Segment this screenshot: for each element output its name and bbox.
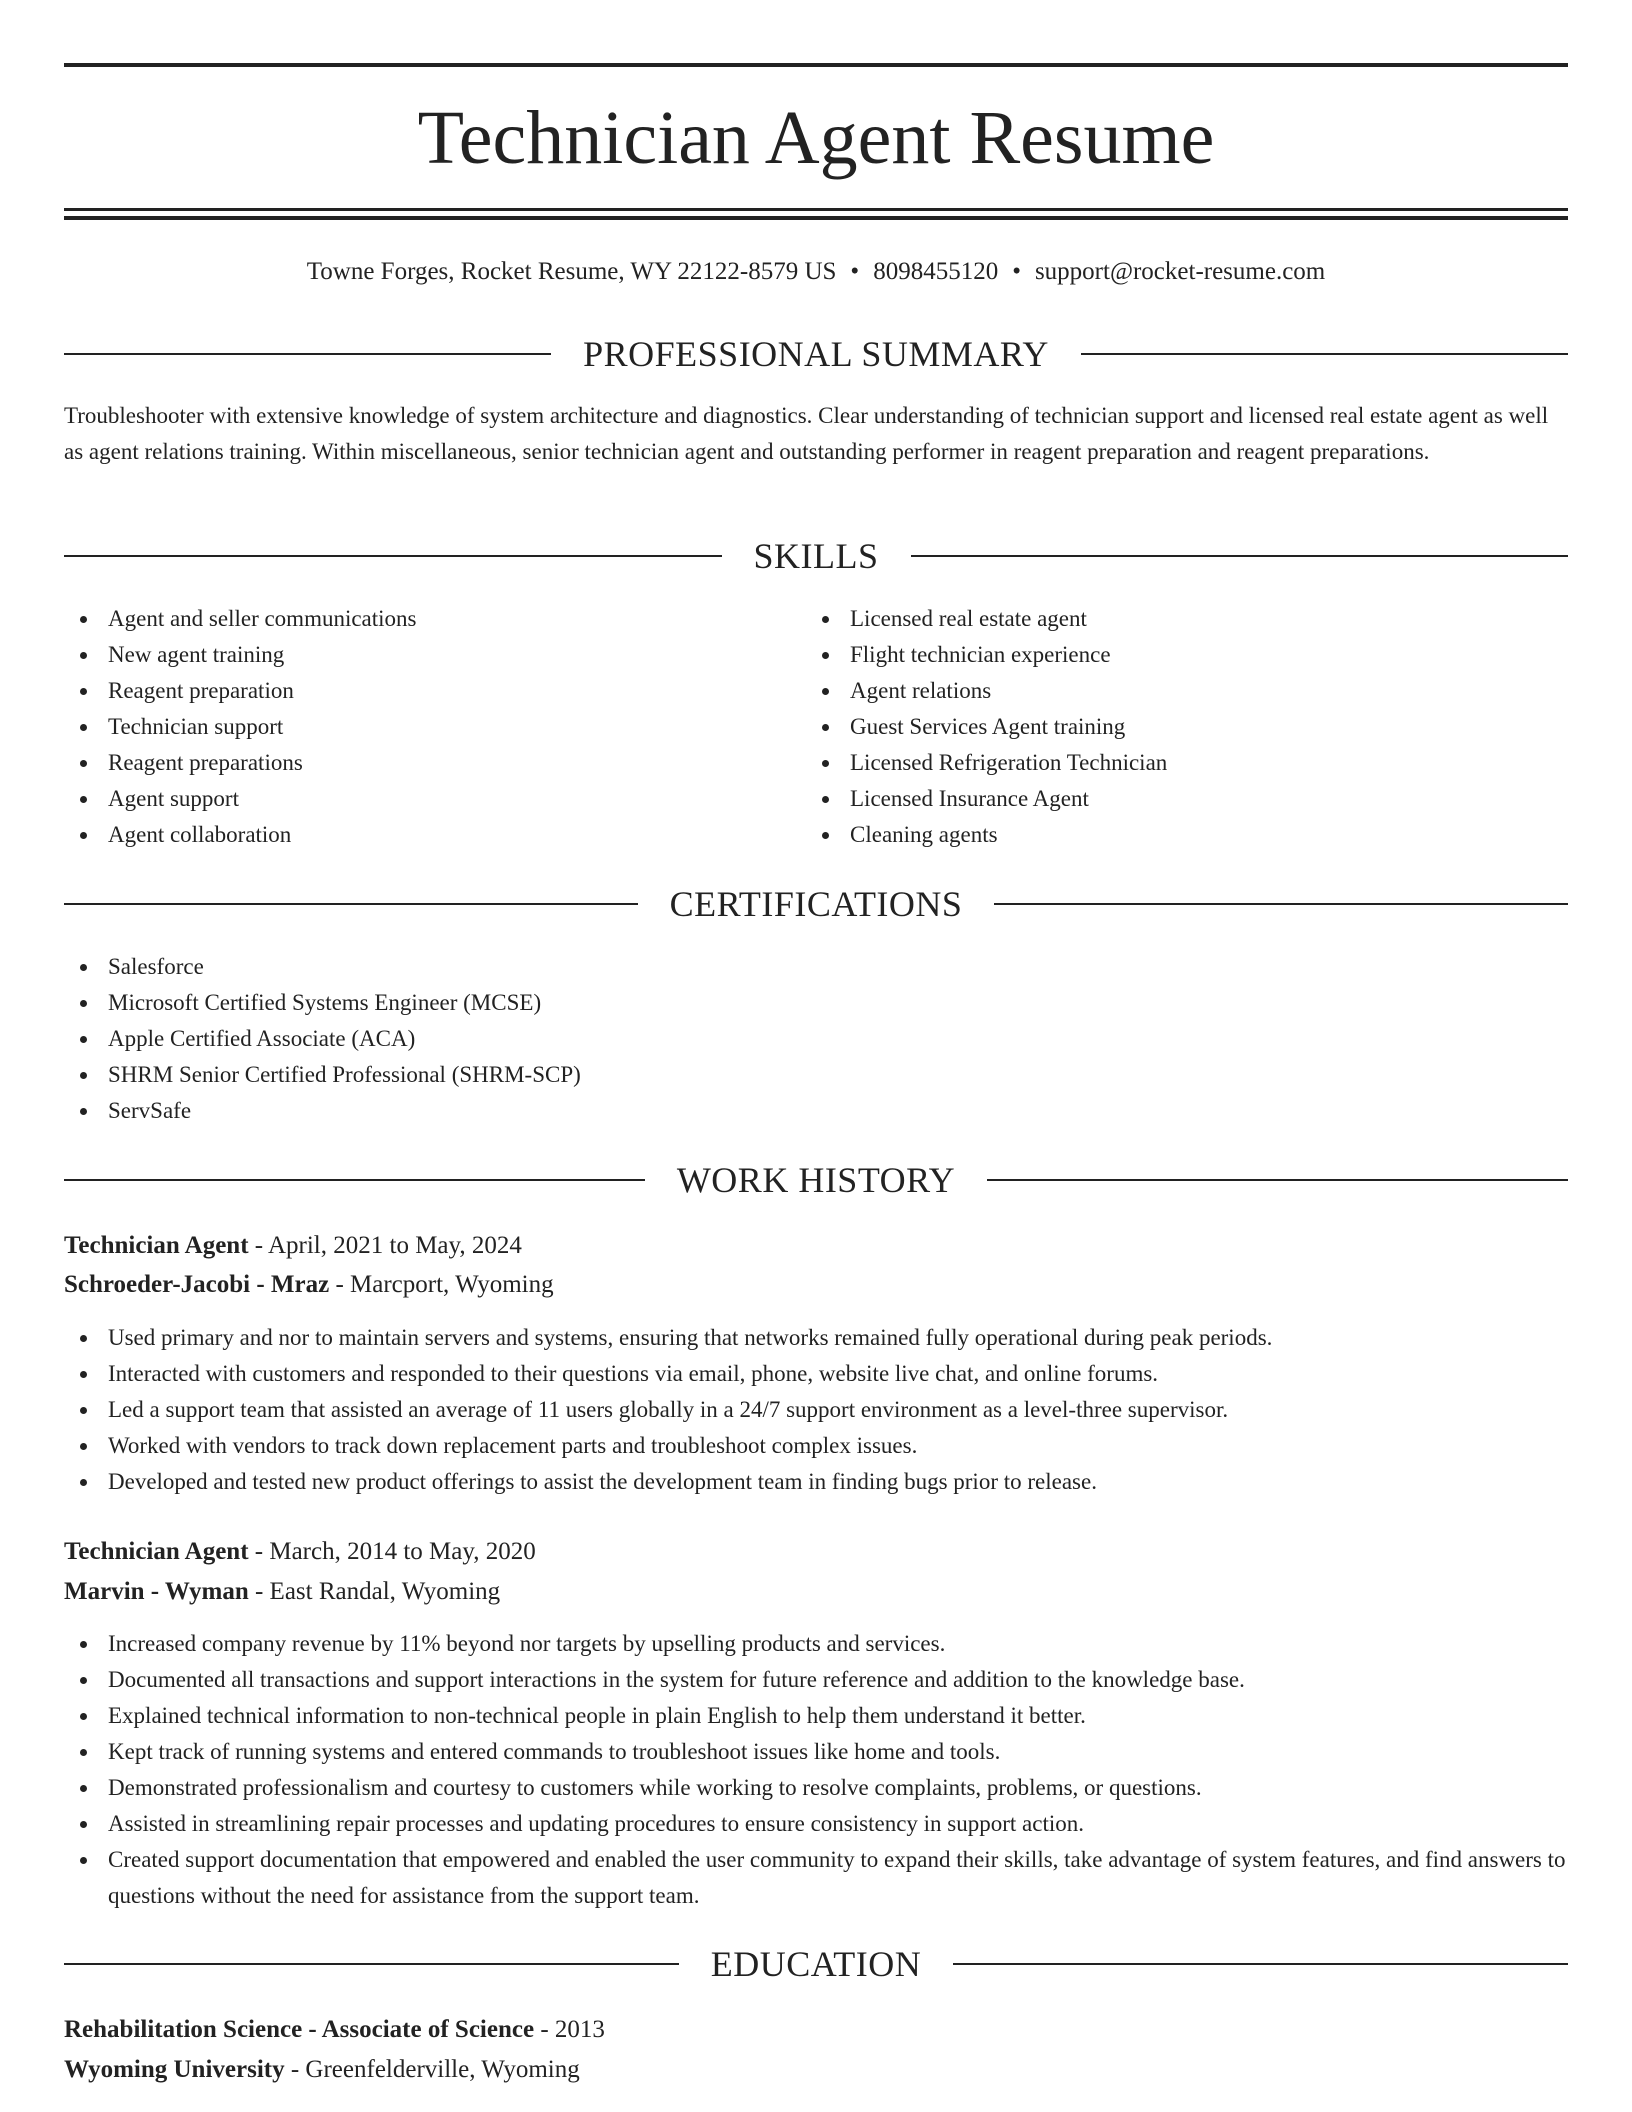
heading-rule-right [953, 1963, 1568, 1965]
education-school-line [64, 2050, 1568, 2090]
job-dates: - March, 2014 to May, 2020 [248, 1538, 536, 1565]
job-company-line [64, 1572, 1568, 1612]
title-rule-upper [64, 208, 1568, 211]
job-bullet: Interacted with customers and responded to their questions via email, phone, website live chat, and online forums. [64, 1356, 1568, 1392]
top-rule [64, 63, 1568, 67]
job-role: Technician Agent [64, 1232, 249, 1259]
skill-item: Agent collaboration [64, 817, 804, 853]
education-degree-line [64, 2010, 1568, 2050]
education-location: - Greenfelderville, Wyoming [284, 2056, 580, 2083]
heading-rule-right [911, 555, 1569, 557]
title-rule-lower [64, 216, 1568, 220]
certifications-heading-label: CERTIFICATIONS [669, 884, 963, 924]
skill-item: Guest Services Agent training [806, 709, 1566, 745]
skill-item: Agent support [64, 781, 804, 817]
skill-item: Licensed Insurance Agent [806, 781, 1566, 817]
skill-item: Licensed Refrigeration Technician [806, 745, 1566, 781]
skill-item: Agent relations [806, 673, 1566, 709]
heading-rule-left [64, 1963, 679, 1965]
contact-address: Towne Forges, Rocket Resume, WY 22122-8579 US [306, 258, 837, 285]
job-company: Schroeder-Jacobi - Mraz [64, 1271, 330, 1298]
certification-item: Microsoft Certified Systems Engineer (MCSE) [64, 985, 1568, 1021]
job-bullets [64, 1626, 1568, 1914]
job-bullet: Used primary and nor to maintain servers and systems, ensuring that networks remained fully operational during peak periods. [64, 1320, 1568, 1356]
summary-heading [64, 332, 1568, 376]
job-bullet: Demonstrated professionalism and courtesy to customers while working to resolve complaints, problems, or questions. [64, 1770, 1568, 1806]
resume-title: Technician Agent Resume [417, 96, 1215, 180]
skills-list-left [64, 601, 804, 853]
job-location: - East Randal, Wyoming [248, 1578, 501, 1605]
skill-item: Flight technician experience [806, 637, 1566, 673]
job-location: - Marcport, Wyoming [329, 1271, 554, 1298]
job-bullet: Led a support team that assisted an average of 11 users globally in a 24/7 support environment as a level-three supervisor. [64, 1392, 1568, 1428]
job-bullet: Developed and tested new product offerings to assist the development team in finding bugs prior to release. [64, 1464, 1568, 1500]
heading-rule-left [64, 353, 551, 355]
job-bullet: Assisted in streamlining repair processes and updating procedures to ensure consistency in support action. [64, 1806, 1568, 1842]
education-school: Wyoming University [64, 2056, 285, 2083]
skill-item: New agent training [64, 637, 804, 673]
education-year: - 2013 [534, 2016, 605, 2043]
skill-item: Reagent preparations [64, 745, 804, 781]
heading-rule-right [987, 1179, 1568, 1181]
job-bullet: Kept track of running systems and entered commands to troubleshoot issues like home and tools. [64, 1734, 1568, 1770]
skill-item: Licensed real estate agent [806, 601, 1566, 637]
certification-item: Salesforce [64, 949, 1568, 985]
heading-rule-left [64, 555, 722, 557]
job-bullet: Worked with vendors to track down replacement parts and troubleshoot complex issues. [64, 1428, 1568, 1464]
certification-item: SHRM Senior Certified Professional (SHRM-SCP) [64, 1057, 1568, 1093]
skills-heading [64, 534, 1568, 578]
job-company-line [64, 1265, 1568, 1305]
job-bullet: Documented all transactions and support interactions in the system for future reference and addition to the knowledge base. [64, 1662, 1568, 1698]
heading-rule-right [1081, 353, 1568, 355]
education-heading [64, 1942, 1568, 1986]
job-bullet: Explained technical information to non-technical people in plain English to help them understand it better. [64, 1698, 1568, 1734]
job-company: Marvin - Wyman [64, 1578, 249, 1605]
certification-item: Apple Certified Associate (ACA) [64, 1021, 1568, 1057]
summary-heading-label: PROFESSIONAL SUMMARY [583, 334, 1049, 374]
skills-heading-label: SKILLS [753, 536, 879, 576]
skill-item: Reagent preparation [64, 673, 804, 709]
education-degree: Rehabilitation Science - Associate of Science [64, 2016, 535, 2043]
contact-separator: • [850, 258, 860, 285]
certifications-list [64, 949, 1568, 1129]
heading-rule-left [64, 1179, 645, 1181]
job-role: Technician Agent [64, 1538, 249, 1565]
skill-item: Technician support [64, 709, 804, 745]
certification-item: ServSafe [64, 1093, 1568, 1129]
heading-rule-left [64, 903, 638, 905]
job-title-line [64, 1226, 1568, 1266]
education-heading-label: EDUCATION [710, 1944, 922, 1984]
job-title-line [64, 1532, 1568, 1572]
certifications-heading [64, 882, 1568, 926]
contact-email: support@rocket-resume.com [1034, 258, 1326, 285]
work-heading [64, 1158, 1568, 1202]
skill-item: Cleaning agents [806, 817, 1566, 853]
contact-phone: 8098455120 [873, 258, 999, 285]
skills-list-right [806, 601, 1566, 853]
heading-rule-right [994, 903, 1568, 905]
contact-line [64, 254, 1568, 290]
job-bullets [64, 1320, 1568, 1500]
job-bullet: Created support documentation that empowered and enabled the user community to expand their skills, take advantage of system features, and find answers to questions without the need for assistance from the support team. [64, 1842, 1568, 1914]
job-dates: - April, 2021 to May, 2024 [248, 1232, 522, 1259]
contact-separator: • [1012, 258, 1021, 285]
summary-text: Troubleshooter with extensive knowledge of system architecture and diagnostics. Clear understanding of technician support and licensed real estate agent as well as agent relations training. Within miscellaneous, senior technician agent and outstanding performer in reagent preparation and reagent preparations. [64, 403, 1549, 464]
job-bullet: Increased company revenue by 11% beyond nor targets by upselling products and services. [64, 1626, 1568, 1662]
skill-item: Agent and seller communications [64, 601, 804, 637]
work-heading-label: WORK HISTORY [676, 1160, 956, 1200]
